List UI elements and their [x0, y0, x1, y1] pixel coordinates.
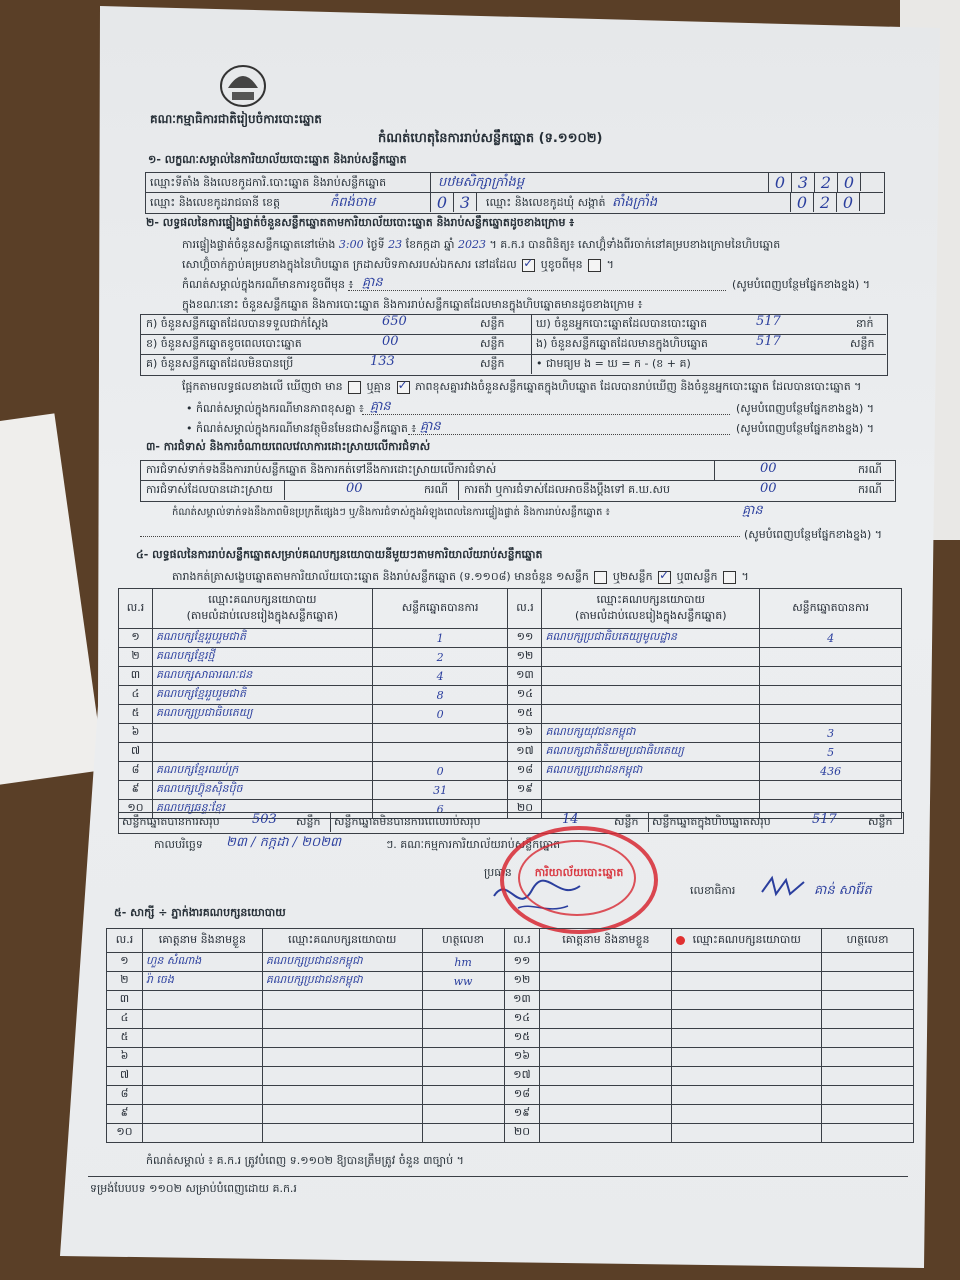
witness-name: [540, 1029, 672, 1048]
row-number: ៧: [107, 1067, 143, 1086]
vote-count: 6: [372, 800, 508, 819]
row-number: ១៥: [504, 1029, 540, 1048]
spoiled-label: ខ) ចំនួនសន្លឹកឆ្នោតខូចពេលបោះឆ្នោត: [146, 337, 302, 350]
vote-count: 8: [372, 686, 508, 705]
verify-year: 2023: [457, 238, 486, 251]
secretary-label: លេខាធិការ: [690, 884, 736, 897]
col-no: ល.រ: [508, 589, 542, 629]
witness-party: [672, 1029, 822, 1048]
box-total-label: សន្លឹកឆ្នោតក្នុងហិបឆ្នោតសរុប: [652, 815, 771, 828]
invalid-total-value: 14: [562, 812, 579, 827]
unit-label: សន្លឹក: [296, 815, 321, 828]
irregularity-value: គ្មាន: [742, 503, 763, 518]
witness-name: [142, 991, 262, 1010]
difference-line: ផ្អែកតាមលទ្ធផលខាងលើ ឃើញថា មាន ឬគ្មាន ✓ ភាពខុសគ្នារវាងចំនួនសន្លឹកឆ្នោតក្នុងហិបឆ្នោត ដែលបានរាប់ឃើញ និងចំនួនអ្នកបោះឆ្នោត ដែលបានបោះឆ្នោត ។: [182, 380, 861, 394]
committee-label: ៗ. គណៈកម្មការការិយាល័យរាប់សន្លឹកឆ្នោត: [386, 838, 561, 851]
vote-count: 0: [372, 762, 508, 781]
witness-party: [262, 1048, 422, 1067]
difference-no-checkbox[interactable]: [397, 381, 410, 394]
party-name: គណបក្សហ៊្វុនស៊ិនប៉ិច: [152, 781, 372, 800]
witness-name: [142, 1105, 262, 1124]
foreign-object-label: • កំណត់សម្គាល់ក្នុងករណីមានវត្ថុមិនមែនជាសន្លឹកឆ្នោត ៖: [186, 422, 417, 435]
row-number: ៣: [107, 991, 143, 1010]
witness-party: [262, 1086, 422, 1105]
in-box-value: 517: [756, 334, 781, 349]
witness-party: [672, 953, 822, 972]
date-label: កាលបរិច្ឆេទ: [154, 838, 203, 851]
vote-count: 4: [760, 629, 902, 648]
unit-label: សន្លឹក: [480, 317, 505, 330]
witness-party: គណបក្សប្រជាជនកម្ពុជា: [262, 972, 422, 991]
witness-name: [540, 1105, 672, 1124]
row-number: ៩: [119, 781, 153, 800]
background-paper-left: [0, 413, 104, 786]
witness-signature: [822, 1086, 914, 1105]
witness-party: [672, 1067, 822, 1086]
row-number: ៦: [119, 724, 153, 743]
difference-note-value: គ្មាន: [370, 399, 391, 414]
voters-value: 517: [756, 314, 781, 329]
sheets-2-checkbox[interactable]: [658, 571, 671, 584]
row-number: ៨: [119, 762, 153, 781]
unit-label: សន្លឹក: [850, 337, 875, 350]
section1-heading: ១- លក្ខណៈសម្គាល់នៃការិយាល័យបោះឆ្នោត និងរាប់សន្លឹកឆ្នោត: [148, 153, 407, 166]
row-number: ១០: [119, 800, 153, 819]
witness-signature: [822, 1010, 914, 1029]
party-name: [542, 667, 760, 686]
party-name: [542, 781, 760, 800]
section3-heading: ៣- ការជំទាស់ និងការចំណាយពេលវេលាការដោះស្រាយលើការជំទាស់: [146, 440, 431, 453]
commune-name: តាំងក្រាំង: [612, 195, 658, 210]
fill-back-note-3: (សូមបំពេញបន្ថែមផ្នែកខាងខ្នង) ។: [736, 422, 875, 435]
date-value: ២៣ / កក្កដា / ២០២៣: [226, 835, 342, 850]
box-total-value: 517: [812, 812, 837, 827]
row-number: ១២: [504, 972, 540, 991]
row-number: ១: [119, 629, 153, 648]
row-number: ២: [119, 648, 153, 667]
station-name: បឋមសិក្សាក្រាំងម្គ: [438, 175, 524, 190]
party-name: គណបក្សប្រជាធិបតេយ្យមូលដ្ឋាន: [542, 629, 760, 648]
secretary-signature-icon: [758, 874, 808, 900]
table-row: [107, 1086, 914, 1105]
party-name: គណបក្សឆន្ទៈខ្មែរ: [152, 800, 372, 819]
col-votes: សន្លឹកឆ្នោតបានការ: [372, 589, 508, 629]
party-name: [542, 705, 760, 724]
party-name: [152, 724, 372, 743]
table-row: [107, 1048, 914, 1067]
row-number: ៦: [107, 1048, 143, 1067]
witness-name: [540, 1010, 672, 1029]
witness-signature: [422, 1010, 504, 1029]
witness-party: [672, 1124, 822, 1143]
witness-name: [142, 1029, 262, 1048]
summary-sheet-line: តារាងកត់ត្រាសង្ខេបឆ្នោតតាមការិយាល័យបោះឆ្នោត និងរាប់សន្លឹកឆ្នោត (ទ.១១០៨) មានចំនួន ១សន្លឹក ឬ២សន្លឹក ✓ ឬ៣សន្លឹក ។: [172, 570, 749, 584]
vote-count: 3: [760, 724, 902, 743]
table-row: [107, 991, 914, 1010]
section5-heading: ៥- សាក្សី ÷ ភ្នាក់ងារគណបក្សនយោបាយ: [114, 906, 286, 919]
party-name: [542, 686, 760, 705]
row-number: ៨: [107, 1086, 143, 1105]
witness-name: [540, 1067, 672, 1086]
party-name: គណបក្សប្រជាធិបតេយ្យ: [152, 705, 372, 724]
row-number: ៤: [119, 686, 153, 705]
witness-name: [540, 991, 672, 1010]
row-number: ៥: [119, 705, 153, 724]
witness-name: [540, 1048, 672, 1067]
row-number: ១២: [508, 648, 542, 667]
form-title: កំណត់ហេតុនៃការរាប់សន្លឹកឆ្នោត (ទ.១១០២): [378, 131, 603, 146]
case-label: ករណី: [858, 463, 882, 476]
irregularity-label: កំណត់សម្គាល់ទាក់ទងនឹងភាពមិនប្រក្រតីផ្សេងៗ ឬ/និងការជំទាស់ក្នុងអំឡុងពេលនៃការផ្ទៀងផ្ទាត់ និងការរាប់សន្លឹកឆ្នោត ៖: [172, 507, 610, 518]
table-row: [107, 1067, 914, 1086]
sheets-1-checkbox[interactable]: [594, 571, 607, 584]
emblem-icon: [216, 58, 270, 110]
table-row: [119, 724, 902, 743]
station-code: 0 3 2 0: [768, 173, 861, 191]
witness-party: [672, 1010, 822, 1029]
witness-name: [540, 1086, 672, 1105]
table-row: [119, 686, 902, 705]
table-row: [107, 1124, 914, 1143]
table-row: [119, 743, 902, 762]
witness-party: [262, 1067, 422, 1086]
vote-count: [760, 705, 902, 724]
party-name: គណបក្សយុវជនកម្ពុជា: [542, 724, 760, 743]
red-mark: [676, 936, 685, 945]
row-number: ១១: [508, 629, 542, 648]
row-number: ៤: [107, 1010, 143, 1029]
unit-label: សន្លឹក: [480, 357, 505, 370]
commune-label: ឈ្មោះ និងលេខកូដឃុំ សង្កាត់: [486, 196, 606, 209]
row-number: ១៦: [508, 724, 542, 743]
row-number: ៥: [107, 1029, 143, 1048]
fill-back-note-1: (សូមបំពេញបន្ថែមផ្នែកខាងខ្នង) ។: [732, 278, 871, 291]
fill-back-note-4: (សូមបំពេញបន្ថែមផ្នែកខាងខ្នង) ។: [744, 528, 883, 541]
witness-name: ហួន សំណាង: [142, 953, 262, 972]
table-row: [107, 1029, 914, 1048]
witness-signature: [822, 953, 914, 972]
commune-code: 0 2 0: [790, 193, 860, 211]
row-number: ២: [107, 972, 143, 991]
col-party: ឈ្មោះគណបក្សនយោបាយ (តាមលំដាប់លេខរៀងក្នុងសន្លឹកឆ្នោត): [542, 589, 760, 629]
vote-count: 31: [372, 781, 508, 800]
row-number: ២០: [508, 800, 542, 819]
difference-yes-checkbox[interactable]: [348, 381, 361, 394]
row-number: ៧: [119, 743, 153, 762]
witness-signature: [422, 1086, 504, 1105]
section1-row2-label: ឈ្មោះ និងលេខកូដរាជធានី ខេត្ត: [150, 196, 280, 209]
difference-note-label: • កំណត់សម្គាល់ក្នុងករណីមានភាពខុសគ្នា ៖: [186, 402, 364, 415]
foreign-object-value: គ្មាន: [420, 419, 441, 434]
row-number: ១៧: [504, 1067, 540, 1086]
witness-name: រ៉ា ចេង: [142, 972, 262, 991]
table-row: [119, 648, 902, 667]
witness-signature: [822, 1124, 914, 1143]
resolved-value: 00: [346, 481, 363, 496]
verify-time: 3:00: [338, 238, 364, 251]
vote-count: 0: [372, 705, 508, 724]
secretary-name: គាន់ សារ៉ែត: [814, 883, 872, 898]
unchanged-checkbox[interactable]: [522, 259, 535, 272]
witness-party: [262, 1029, 422, 1048]
damage-note-label: កំណត់សម្គាល់ក្នុងករណីមានការខូចពីមុន ៖: [182, 278, 354, 291]
vote-count: [372, 743, 508, 762]
party-name: គណបក្សខ្មែរឈប់ក្រ: [152, 762, 372, 781]
col-votes: សន្លឹកឆ្នោតបានការ: [760, 589, 902, 629]
witness-name: [142, 1010, 262, 1029]
table-row: [107, 972, 914, 991]
totals-row: [118, 812, 904, 834]
unused-label: គ) ចំនួនសន្លឹកឆ្នោតដែលមិនបានប្រើ: [146, 357, 294, 370]
witness-signature: [422, 1124, 504, 1143]
witness-name: [142, 1086, 262, 1105]
invalid-total-label: សន្លឹកឆ្នោតមិនបានការពេលរាប់សរុប: [334, 815, 481, 828]
row-number: ១៣: [508, 667, 542, 686]
spoiled-value: 00: [382, 334, 399, 349]
witness-signature: [422, 1105, 504, 1124]
witness-signature: [422, 1067, 504, 1086]
resolved-label: ការជំទាស់ដែលបានដោះស្រាយ: [146, 483, 273, 496]
vote-count: [760, 667, 902, 686]
verify-line-start: ការផ្ទៀងផ្ទាត់ចំនួនសន្លឹកឆ្នោតនៅម៉ោង 3:00 ថ្ងៃទី 23 ខែកក្កដា ឆ្នាំ 2023 ។ គ.ក.រ បានពិនិត្យ៖ សោហ្គ៊ំទាំងពីរចាក់នៅគម្របខាងក្រោមនៃហិបឆ្នោត: [182, 238, 781, 251]
table-row: [119, 629, 902, 648]
witness-signature: [422, 1048, 504, 1067]
witness-table: ល.រ គោត្តនាម និងនាមខ្លួន ឈ្មោះគណបក្សនយោបាយ ហត្ថលេខា ល.រ គោត្តនាម និងនាមខ្លួន ឈ្មោះគណបក្សនយោបាយ ហត្ថលេខា ១ ហួន សំណាង គណបក្សប្រជាជនកម្ពុជា hm ១១ ២ រ៉ា ចេង គណបក្សប្រជាជនកម្ពុជា ww ១២ ៣ ១៣ ៤ ១៤ ៥ ១៥ ៦ ១៦ ៧ ១៧ ៨ ១៨ ៩ ១៩ ១០ ២០: [106, 928, 914, 1143]
row-number: ១៣: [504, 991, 540, 1010]
witness-signature: [822, 1048, 914, 1067]
vote-count: 4: [372, 667, 508, 686]
witness-signature: [822, 1105, 914, 1124]
table-row: [119, 762, 902, 781]
table-row: [107, 1105, 914, 1124]
party-name: [152, 743, 372, 762]
in-box-label: ង) ចំនួនសន្លឹកឆ្នោតដែលមានក្នុងហិបឆ្នោត: [536, 337, 708, 350]
footer-note: កំណត់សម្គាល់ ៖ គ.ក.រ ត្រូវបំពេញ ទ.១១០២ ឱ្យបានត្រឹមត្រូវ ចំនួន ៣ច្បាប់ ។: [146, 1154, 464, 1167]
unit-label: សន្លឹក: [868, 815, 893, 828]
sheets-3-checkbox[interactable]: [723, 571, 736, 584]
row-number: ១៦: [504, 1048, 540, 1067]
ballot-count-intro: ក្នុងខណៈនោះ ចំនួនសន្លឹកឆ្នោត និងការបោះឆ្នោត និងការរាប់សន្លឹកឆ្នោតដែលមានក្នុងហិបឆ្នោតមានដូចខាងក្រោម ៖: [182, 298, 643, 311]
row-number: ១៧: [508, 743, 542, 762]
row-number: ១៨: [504, 1086, 540, 1105]
row-number: ១៩: [508, 781, 542, 800]
table-row: [107, 953, 914, 972]
witness-party: [672, 991, 822, 1010]
witness-signature: [822, 972, 914, 991]
org-name: គណៈកម្មាធិការជាតិរៀបចំការបោះឆ្នោត: [150, 112, 322, 126]
valid-total-label: សន្លឹកឆ្នោតបានការសរុប: [122, 815, 220, 828]
objection-row1-label: ការជំទាស់ទាក់ទងនឹងការរាប់សន្លឹកឆ្នោត និងការកត់ទៅនឹងការដោះស្រាយលើការជំទាស់: [146, 463, 497, 476]
witness-name: [142, 1124, 262, 1143]
row-number: ១៤: [508, 686, 542, 705]
party-results-table: [118, 588, 902, 819]
row-number: ១៩: [504, 1105, 540, 1124]
party-name: គណបក្សសាធារណៈជន: [152, 667, 372, 686]
verify-day: 23: [388, 238, 403, 251]
col-party: ឈ្មោះគណបក្សនយោបាយ (តាមលំដាប់លេខរៀងក្នុងសន្លឹកឆ្នោត): [152, 589, 372, 629]
witness-signature: ww: [422, 972, 504, 991]
section1-row1-label: ឈ្មោះទីតាំង និងលេខកូដការិ.បោះឆ្នោត និងរាប់សន្លឹកឆ្នោត: [150, 176, 387, 189]
table-row: [119, 667, 902, 686]
row-number: ១: [107, 953, 143, 972]
vote-count: 2: [372, 648, 508, 667]
unit-person: នាក់: [856, 317, 874, 330]
row-number: ១៨: [508, 762, 542, 781]
received-label: ក) ចំនួនសន្លឹកឆ្នោតដែលបានទទួលជាក់ស្តែង: [146, 317, 329, 330]
witness-signature: [422, 991, 504, 1010]
president-label: ប្រធាន: [484, 866, 512, 879]
vote-count: [760, 781, 902, 800]
party-name: គណបក្សជាតិនិយមប្រជាធិបតេយ្យ: [542, 743, 760, 762]
verify-line-2: សោហ្គ៊ំចាក់ភ្ជាប់គម្របខាងក្នុងនៃហិបឆ្នោត ក្រដាសបិទភាសរបស់ឯកសារ នៅដដែល ✓ ឬខូចពីមុន ។: [182, 258, 614, 272]
witness-name: [540, 972, 672, 991]
party-name: គណបក្សខ្មែររួបរួមជាតិ: [152, 629, 372, 648]
valid-total-value: 503: [252, 812, 277, 827]
row-number: ១៤: [504, 1010, 540, 1029]
witness-signature: [822, 991, 914, 1010]
objection-row1-value: 00: [760, 461, 777, 476]
witness-party: [262, 991, 422, 1010]
formula: • ជាមធ្យម ង = ឃ = ក - (ខ + គ): [536, 357, 691, 370]
official-stamp: ការិយាល័យបោះឆ្នោត: [500, 826, 658, 934]
row-number: ៣: [119, 667, 153, 686]
vote-count: [372, 724, 508, 743]
witness-name: [540, 1124, 672, 1143]
witness-party: [262, 1010, 422, 1029]
witness-name: [540, 953, 672, 972]
province-code: 0 3: [430, 193, 477, 211]
unit-label: សន្លឹក: [614, 815, 639, 828]
form-code: ទម្រង់បែបបទ ១១០២ សម្រាប់បំពេញដោយ គ.ក.រ: [90, 1182, 297, 1195]
witness-party: គណបក្សប្រជាជនកម្ពុជា: [262, 953, 422, 972]
table-row: [119, 705, 902, 724]
table-row: [119, 781, 902, 800]
voters-label: ឃ) ចំនួនអ្នកបោះឆ្នោតដែលបានបោះឆ្នោត: [536, 317, 708, 330]
damage-note-value: គ្មាន: [362, 275, 383, 290]
witness-name: [142, 1067, 262, 1086]
row-number: ៩: [107, 1105, 143, 1124]
received-value: 650: [382, 314, 407, 329]
party-name: គណបក្សខ្មែរថ្មី: [152, 648, 372, 667]
party-name: គណបក្សប្រជាជនកម្ពុជា: [542, 762, 760, 781]
unit-label: សន្លឹក: [480, 337, 505, 350]
row-number: ១០: [107, 1124, 143, 1143]
witness-party: [262, 1124, 422, 1143]
section2-heading: ២- លទ្ធផលនៃការផ្ទៀងផ្ទាត់ចំនួនសន្លឹកឆ្នោតតាមការិយាល័យបោះឆ្នោត និងរាប់សន្លឹកឆ្នោតដូចខាងក្រោម ៖: [146, 216, 575, 229]
vote-count: [760, 648, 902, 667]
witness-name: [142, 1048, 262, 1067]
row-number: ២០: [504, 1124, 540, 1143]
case-label: ករណី: [858, 483, 882, 496]
fill-back-note-2: (សូមបំពេញបន្ថែមផ្នែកខាងខ្នង) ។: [736, 402, 875, 415]
appeal-label: ការតវ៉ា ឬការជំទាស់ដែលអាចនឹងប្តឹងទៅ គ.ឃ.សប: [464, 483, 671, 496]
col-no: ល.រ: [119, 589, 153, 629]
witness-party: [672, 1105, 822, 1124]
appeal-value: 00: [760, 481, 777, 496]
row-number: ១៥: [508, 705, 542, 724]
damaged-checkbox[interactable]: [588, 259, 601, 272]
vote-count: [760, 686, 902, 705]
row-number: ១១: [504, 953, 540, 972]
table-row: [107, 1010, 914, 1029]
party-name: គណបក្សខ្មែររួបរួមជាតិ: [152, 686, 372, 705]
vote-count: 436: [760, 762, 902, 781]
province-name: កំពង់ចាម: [330, 195, 376, 210]
witness-signature: [822, 1067, 914, 1086]
section4-heading: ៤- លទ្ធផលនៃការរាប់សន្លឹកឆ្នោតសម្រាប់គណបក្សនយោបាយនីមួយៗតាមការិយាល័យរាប់សន្លឹកឆ្នោត: [136, 548, 543, 561]
witness-signature: [422, 1029, 504, 1048]
witness-party: [262, 1105, 422, 1124]
unused-value: 133: [370, 354, 395, 369]
witness-party: [672, 1086, 822, 1105]
witness-party: [672, 1048, 822, 1067]
vote-count: 1: [372, 629, 508, 648]
witness-party: [672, 972, 822, 991]
case-label: ករណី: [424, 483, 448, 496]
witness-signature: [822, 1029, 914, 1048]
vote-count: 5: [760, 743, 902, 762]
witness-signature: hm: [422, 953, 504, 972]
party-name: [542, 648, 760, 667]
